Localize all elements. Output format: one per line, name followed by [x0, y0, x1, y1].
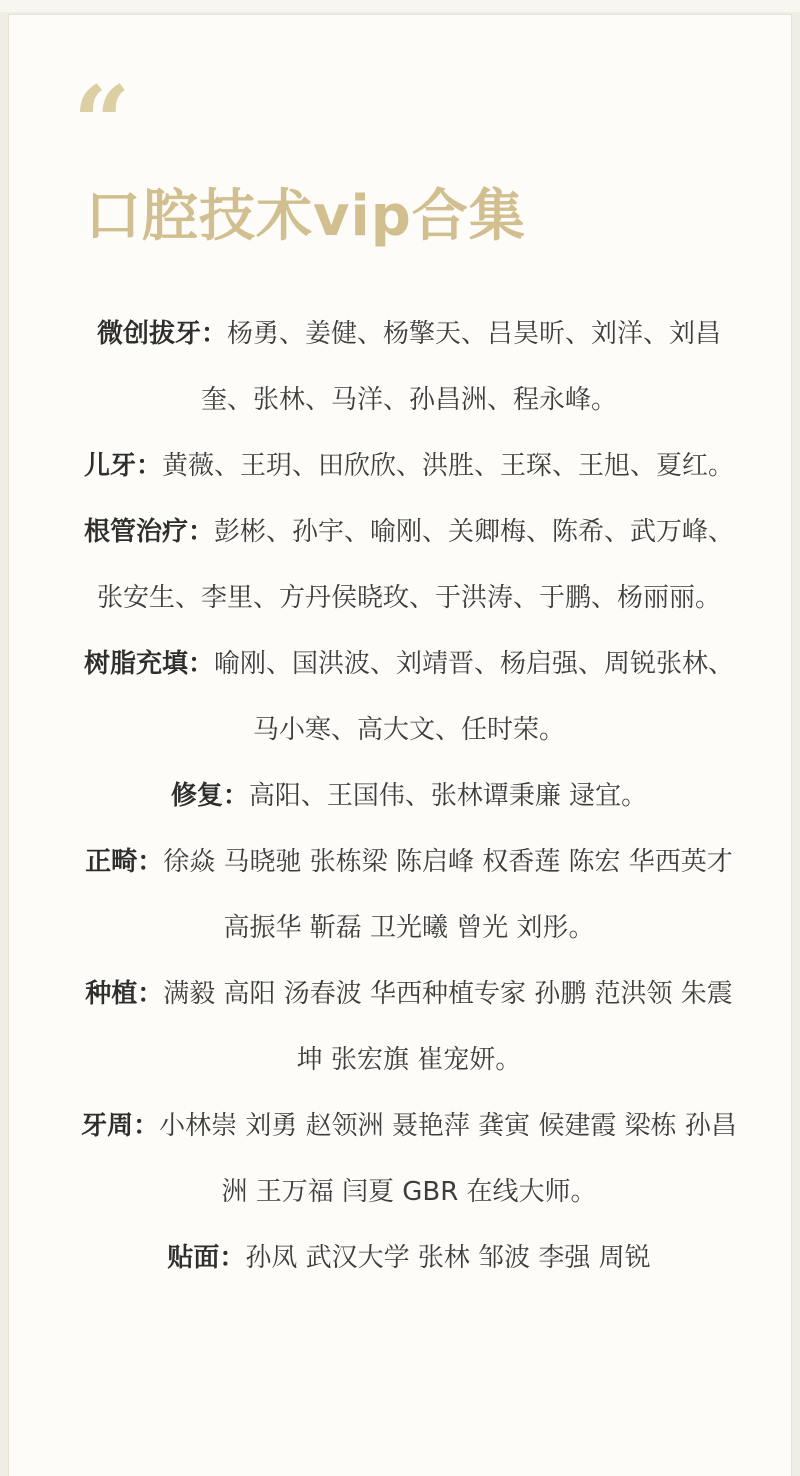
section-implants	[81, 961, 737, 1093]
course-list	[81, 301, 737, 1291]
section-label: 贴面：	[167, 1243, 246, 1273]
section-text: 满毅 高阳 汤春波 华西种植专家 孙鹏 范洪领 朱震坤 张宏旗 崔宠妍。	[163, 979, 733, 1075]
section-label: 正畸：	[85, 847, 164, 877]
section-minimally-invasive-extraction	[81, 301, 737, 433]
section-resin-filling	[81, 631, 737, 763]
section-label: 儿牙：	[83, 451, 162, 481]
section-text: 杨勇、姜健、杨擎天、吕昊昕、刘洋、刘昌奎、张林、马洋、孙昌洲、程永峰。	[200, 319, 722, 415]
page-title: 口腔技术vip合集	[85, 184, 526, 249]
section-text: 黄薇、王玥、田欣欣、洪胜、王琛、王旭、夏红。	[162, 451, 735, 481]
section-periodontics	[81, 1093, 737, 1225]
section-text: 喻刚、国洪波、刘靖晋、杨启强、周锐张林、马小寒、高大文、任时荣。	[214, 649, 735, 745]
section-text: 小林崇 刘勇 赵领洲 聂艳萍 龚寅 候建霞 梁栋 孙昌洲 王万福 闫夏 GBR 在线大师。	[159, 1111, 737, 1207]
section-text: 孙凤 武汉大学 张林 邹波 李强 周锐	[245, 1243, 651, 1273]
section-label: 种植：	[85, 979, 164, 1009]
section-label: 修复：	[170, 781, 249, 811]
content-card	[8, 14, 792, 1476]
section-veneers	[81, 1225, 737, 1291]
section-label: 微创拔牙：	[96, 319, 227, 349]
section-label: 树脂充填：	[83, 649, 214, 679]
section-text: 高阳、王国伟、张林谭秉廉 逯宜。	[248, 781, 648, 811]
section-text: 徐焱 马晓驰 张栋梁 陈启峰 权香莲 陈宏 华西英才 高振华 靳磊 卫光曦 曾光 刘彤。	[163, 847, 733, 943]
section-restoration	[81, 763, 737, 829]
quote-mark-icon: “	[73, 73, 131, 153]
section-label: 牙周：	[81, 1111, 160, 1141]
section-root-canal	[81, 499, 737, 631]
section-text: 彭彬、孙宇、喻刚、关卿梅、陈希、武万峰、张安生、李里、方丹侯晓玫、于洪涛、于鹏、杨丽丽。	[96, 517, 735, 613]
section-orthodontics	[81, 829, 737, 961]
section-label: 根管治疗：	[83, 517, 214, 547]
top-strip	[0, 0, 800, 12]
section-pediatric-dentistry	[81, 433, 737, 499]
